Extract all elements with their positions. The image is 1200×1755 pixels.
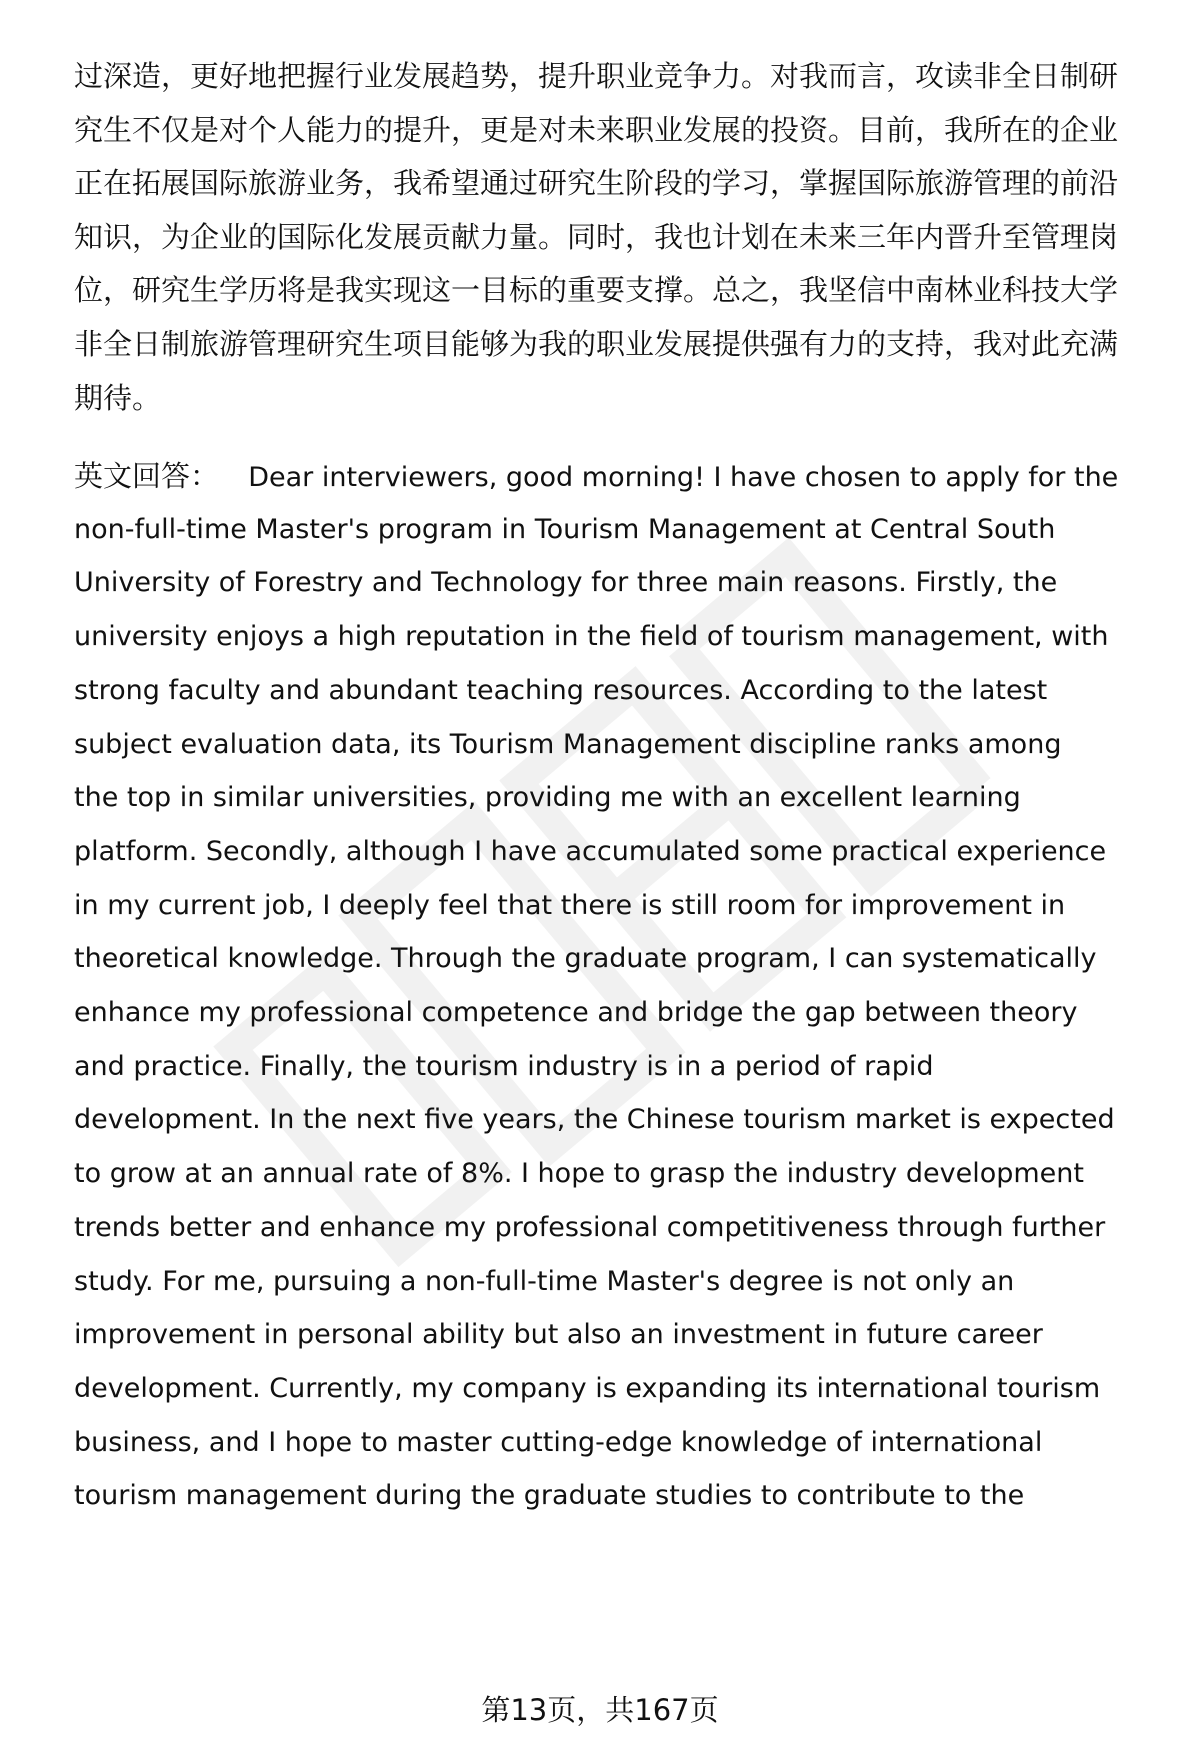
english-line: improvement in personal ability but also an investment in future career [74,1319,1043,1351]
chinese-line: 过深造，更好地把握行业发展趋势，提升职业竞争力。对我而言，攻读非全日制研 [74,59,1119,93]
english-line: enhance my professional competence and bridge the gap between theory [74,997,1078,1028]
english-line: Dear interviewers, good morning! I have chosen to apply for the [248,462,1119,493]
english-line: theoretical knowledge. Through the graduate program, I can systematically [74,943,1097,975]
english-line: platform. Secondly, although I have accumulated some practical experience [74,835,1107,867]
english-line: business, and I hope to master cutting-edge knowledge of international [74,1426,1043,1458]
english-line: the top in similar universities, providing me with an excellent learning [74,782,1021,814]
english-line: in my current job, I deeply feel that there is still room for improvement in [74,889,1066,921]
chinese-line: 正在拓展国际旅游业务，我希望通过研究生阶段的学习，掌握国际旅游管理的前沿 [74,166,1119,201]
english-line: non-full-time Master's program in Tourism Management at Central South [74,513,1056,545]
english-line: University of Forestry and Technology for three main reasons. Firstly, the [74,567,1058,599]
page-number-label: 第13页，共167页 [481,1693,719,1727]
english-line: strong faculty and abundant teaching resources. According to the latest [74,674,1048,706]
english-line: tourism management during the graduate studies to contribute to the [74,1480,1025,1512]
chinese-line: 位，研究生学历将是我实现这一目标的重要支撑。总之，我坚信中南林业科技大学 [74,273,1119,308]
english-line: university enjoys a high reputation in the field of tourism management, with [74,621,1109,653]
chinese-line: 期待。 [74,380,162,415]
english-line: development. Currently, my company is expanding its international tourism [74,1372,1101,1404]
english-line: and practice. Finally, the tourism industry is in a period of rapid [74,1050,934,1082]
chinese-line: 知识，为企业的国际化发展贡献力量。同时，我也计划在未来三年内晋升至管理岗 [74,219,1119,254]
english-line: to grow at an annual rate of 8%. I hope to grasp the industry development [74,1158,1084,1190]
english-line: study. For me, pursuing a non-full-time Master's degree is not only an [74,1265,1015,1297]
chinese-line: 究生不仅是对个人能力的提升，更是对未来职业发展的投资。目前，我所在的企业 [74,112,1119,147]
english-line: trends better and enhance my professional competitiveness through further [74,1211,1106,1243]
english-first-line [74,456,1118,498]
english-answer-label: 英文回答： [74,459,220,493]
chinese-line: 非全日制旅游管理研究生项目能够为我的职业发展提供强有力的支持，我对此充满 [74,327,1119,361]
english-line: development. In the next five years, the Chinese tourism market is expected [74,1104,1115,1136]
english-line: subject evaluation data, its Tourism Management discipline ranks among [74,728,1062,760]
page-footer [0,1690,1200,1730]
